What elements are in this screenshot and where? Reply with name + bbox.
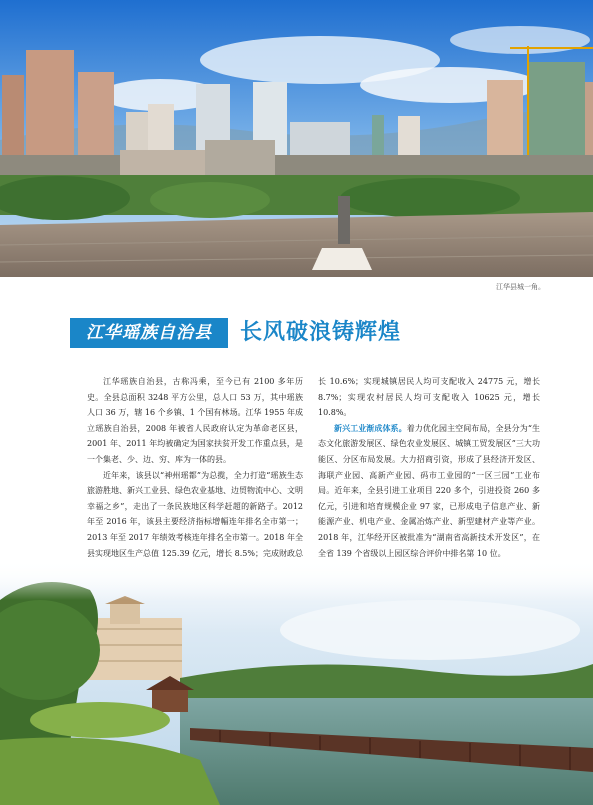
paragraph-industry (318, 421, 540, 561)
title-main: 长风破浪铸辉煌 (240, 320, 402, 345)
industry-heading: 新兴工业渐成体系。 (334, 422, 407, 433)
photo-caption: 江华县城一角。 (496, 283, 545, 291)
photo-fade (0, 560, 593, 600)
title-badge (70, 318, 228, 348)
paragraph-intro: 江华瑶族自治县，古称冯乘，至今已有 2100 多年历史。全县总面积 3248 平方公里，总人口 53 万，其中瑶族人口 36 万，辖 16 个乡镇、1 个国有林场。江华 1955 年成立瑶族自治县，2008 年被省人民政府认定为革命老区县，2001 年、2011 年均被确定为国家扶贫开发工作重点县，是一个集老、少、边、穷、库为一体的县。 (87, 377, 303, 464)
paragraph-continued: 长 10.6%；实现城镇居民人均可支配收入 24775 元，增长 8.7%；实现农村居民人均可支配收入 10625 元，增长 10.8%。 (318, 377, 540, 418)
city-photo (0, 0, 593, 277)
paragraph-development: 近年来，该县以“神州瑶都”为总揽，全力打造“瑶族生态旅游胜地、新兴工业县、绿色农业基地、边贸物流中心、文明幸福之乡”，走出了一条民族地区科学赶超的新路子。2012 年至 2016 年，该县主要经济指标增幅连年排名全市第一；2013 年至 2017 年绩效考核连年排名全市第一。2018 年全县实现地区生产总值 125.39 亿元，增长 8.5%；完成财政总 (87, 470, 303, 558)
title-badge-text: 江华瑶族自治县 (86, 323, 212, 343)
industry-text: 着力优化园主空间布局，全县分为“生态文化旅游发展区、绿色农业发展区、城镇工贸发展区”三大功能区、分区布局发展。大力招商引资，形成了县经济开发区、海联产业园、高新产业园、码市工业园的“一区三园”工业布局。近年来，全县引进工业项目 220 多个，引进投资 260 多亿元，引进和培育规模企业 97 家，已形成电子信息产业、新能源产业、机电产业、金属冶炼产业、新型建材产业等产业。2018 年，江华经开区被批准为“湖南省高新技术开发区”，在全省 139 个省级以上园区综合评价中排名第 10 位。 (318, 423, 540, 558)
